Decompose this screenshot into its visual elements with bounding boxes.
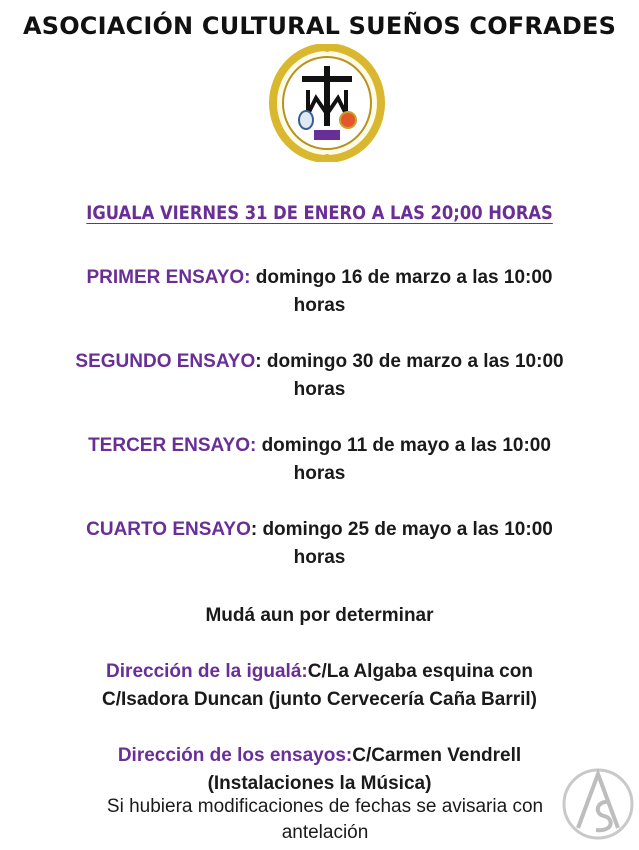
rehearsal-date: domingo 16 de marzo a las 10:00	[255, 267, 553, 288]
iguala-address-label: Dirección de la igualá:	[106, 661, 308, 682]
rehearsal-label: TERCER ENSAYO:	[88, 435, 257, 456]
rehearsal-unit: horas	[293, 379, 346, 400]
iguala-text: IGUALA VIERNES 31 DE ENERO A LAS 20;00 HORAS	[86, 202, 553, 224]
rehearsal-address-line2: (Instalaciones la Música)	[207, 773, 432, 794]
rehearsal-label: PRIMER ENSAYO:	[86, 267, 251, 288]
iguala-address-line2: C/Isadora Duncan (junto Cervecería Caña Barril)	[101, 689, 537, 710]
rehearsal-unit: horas	[293, 547, 346, 568]
rehearsal-date: : domingo 25 de mayo a las 10:00	[250, 519, 553, 540]
rehearsal-address-line1: C/Carmen Vendrell	[352, 745, 522, 766]
rehearsal-1	[30, 264, 609, 320]
brotherhood-crest-icon	[268, 44, 386, 162]
rehearsal-label: SEGUNDO ENSAYO	[75, 351, 256, 372]
footer-note-line1: Si hubiera modificaciones de fechas se avisaria con	[106, 796, 544, 817]
iguala-address	[30, 658, 609, 714]
rehearsal-unit: horas	[293, 295, 346, 316]
rehearsal-label: CUARTO ENSAYO	[86, 519, 251, 540]
iguala-announcement	[45, 202, 595, 224]
rehearsal-date: domingo 11 de mayo a las 10:00	[261, 435, 551, 456]
rehearsal-unit: horas	[293, 463, 346, 484]
rehearsal-3	[30, 432, 609, 488]
rehearsal-address	[30, 742, 609, 798]
page-title: ASOCIACIÓN CULTURAL SUEÑOS COFRADES	[22, 12, 617, 40]
muda-text: Mudá aun por determinar	[205, 605, 434, 626]
rehearsal-date: : domingo 30 de marzo a las 10:00	[255, 351, 564, 372]
watermark-logo-icon	[560, 762, 635, 844]
rehearsal-address-label: Dirección de los ensayos:	[117, 745, 353, 766]
iguala-address-line1: C/La Algaba esquina con	[307, 661, 533, 682]
rehearsal-2	[30, 348, 609, 404]
footer-note	[20, 794, 630, 846]
muda-note	[30, 602, 609, 630]
footer-note-line2: antelación	[281, 822, 369, 843]
rehearsal-4	[30, 516, 609, 572]
